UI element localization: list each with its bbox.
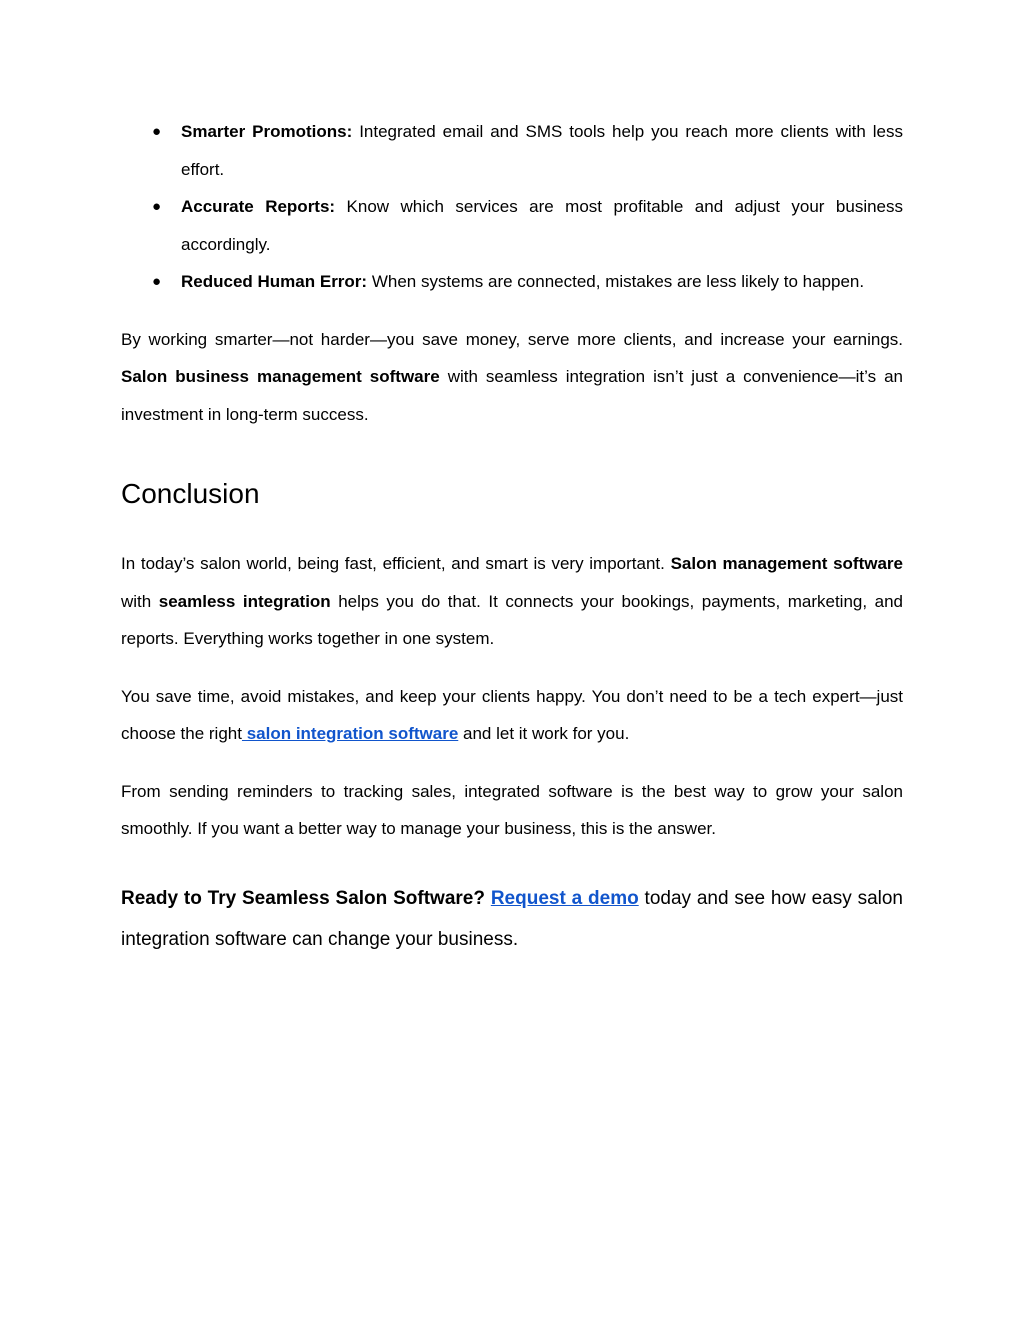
summary-paragraph <box>121 321 903 434</box>
bullet-text: When systems are connected, mistakes are less likely to happen. <box>367 272 865 291</box>
paragraph-text: From sending reminders to tracking sales, integrated software is the best way to grow your salon smoothly. If you want a better way to manage your business, this is the answer. <box>121 781 903 838</box>
document-page <box>121 113 903 960</box>
salon-integration-software-link[interactable]: salon integration software <box>241 724 459 743</box>
paragraph-bold: seamless integration <box>158 591 331 611</box>
benefit-paragraph <box>121 678 903 753</box>
bullet-icon: ● <box>152 198 162 215</box>
list-item <box>121 113 903 188</box>
benefits-list <box>121 113 903 301</box>
growth-paragraph <box>121 773 903 848</box>
bullet-label: Reduced Human Error: <box>181 272 368 291</box>
call-to-action <box>121 878 903 960</box>
cta-text: today and see how easy salon integration software can change your business. <box>121 887 903 950</box>
cta-bold: Ready to Try Seamless Salon Software? <box>121 887 485 909</box>
paragraph-text: By working smarter—not harder—you save money, serve more clients, and increase your earnings. <box>121 329 903 349</box>
bullet-label: Accurate Reports: <box>181 197 336 216</box>
paragraph-text: You save time, avoid mistakes, and keep your clients happy. You don’t need to be a tech expert—just choose the right <box>121 686 903 743</box>
list-item <box>121 188 903 263</box>
conclusion-heading: Conclusion <box>121 478 260 509</box>
list-item <box>121 263 903 301</box>
conclusion-paragraph <box>121 545 903 658</box>
paragraph-text: helps you do that. It connects your bookings, payments, marketing, and reports. Everything works together in one system. <box>121 591 903 648</box>
bullet-icon: ● <box>152 123 162 140</box>
paragraph-bold: Salon business management software <box>121 367 440 386</box>
bullet-text: Know which services are most profitable and adjust your business accordingly. <box>181 197 903 254</box>
request-demo-link[interactable]: Request a demo <box>490 887 639 909</box>
bullet-text: Integrated email and SMS tools help you reach more clients with less effort. <box>181 122 903 179</box>
paragraph-text: and let it work for you. <box>458 724 630 743</box>
bullet-icon: ● <box>152 273 162 290</box>
paragraph-text: with seamless integration isn’t just a convenience—it’s an investment in long-term success. <box>121 367 904 424</box>
paragraph-bold: Salon management software <box>670 554 903 573</box>
paragraph-text: In today’s salon world, being fast, efficient, and smart is very important. <box>121 554 671 573</box>
paragraph-text: with <box>121 591 159 611</box>
bullet-label: Smarter Promotions: <box>181 122 353 141</box>
